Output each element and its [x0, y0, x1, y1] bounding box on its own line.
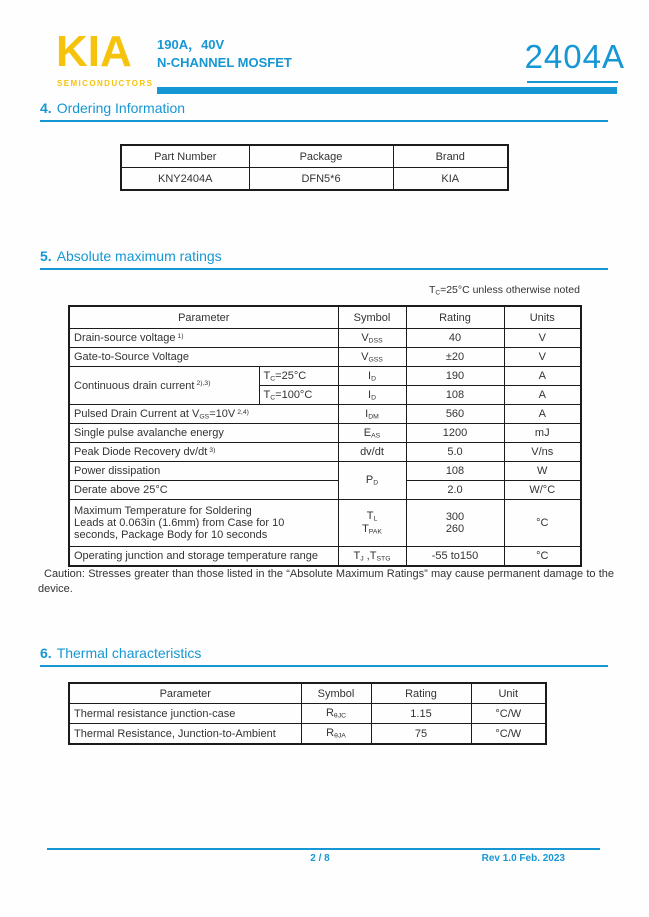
- col-package: Package: [249, 145, 393, 168]
- cell-rating: 40: [406, 329, 504, 348]
- header-thin-rule: [527, 81, 618, 83]
- cell-parameter: Maximum Temperature for Soldering Leads at 0.063in (1.6mm) from Case for 10 seconds, Package Body for 10 seconds: [69, 500, 338, 547]
- table-row-rthjc: [69, 704, 546, 724]
- section-ordering-title: [40, 100, 608, 122]
- cell-unit: °C/W: [471, 724, 546, 745]
- cell-rating: 560: [406, 405, 504, 424]
- footer-rule: [47, 848, 600, 850]
- subtitle-line2: N-CHANNEL MOSFET: [157, 55, 292, 70]
- table-row-eas: [69, 424, 581, 443]
- cell-parameter: Single pulse avalanche energy: [69, 424, 338, 443]
- section-title-text: Absolute maximum ratings: [56, 248, 222, 264]
- cell-parameter: Operating junction and storage temperature range: [69, 547, 338, 567]
- table-row: [121, 168, 508, 191]
- cell-parameter: Continuous drain current $^{2),3)}$: [69, 367, 259, 405]
- cell-units: mJ: [504, 424, 581, 443]
- table-row-pd: [69, 462, 581, 481]
- cell-rating: 2.0: [406, 481, 504, 500]
- page-number: 2 / 8: [310, 853, 330, 864]
- cell-rating: -55 to150: [406, 547, 504, 567]
- table-row-soldering: [69, 500, 581, 547]
- cell-parameter: Derate above 25°C: [69, 481, 338, 500]
- ordering-table: [120, 144, 509, 191]
- conditions-note: [330, 284, 580, 297]
- part-number-title: 2404A: [524, 38, 625, 75]
- thermal-characteristics-table: [68, 682, 547, 745]
- cell-units: W/°C: [504, 481, 581, 500]
- cell-rating: 5.0: [406, 443, 504, 462]
- table-row-vdss: [69, 329, 581, 348]
- cell-rating: 190: [406, 367, 504, 386]
- table-row-rthja: [69, 724, 546, 745]
- cell-parameter: Power dissipation: [69, 462, 338, 481]
- table-row-id-25: [69, 367, 581, 386]
- table-header-row: [69, 306, 581, 329]
- table-header-row: [69, 683, 546, 704]
- cell-units: °C: [504, 500, 581, 547]
- cell-units: A: [504, 405, 581, 424]
- cell-symbol: $E_{AS}$: [338, 424, 406, 443]
- header-thick-rule: [157, 87, 617, 94]
- col-unit: Unit: [471, 683, 546, 704]
- kia-logo: KIA: [56, 27, 132, 76]
- cell-symbol: $I_D$: [338, 386, 406, 405]
- cell-symbol: $V_{DSS}$: [338, 329, 406, 348]
- col-rating: Rating: [406, 306, 504, 329]
- cell-unit: °C/W: [471, 704, 546, 724]
- table-row-vgss: [69, 348, 581, 367]
- cell-units: A: [504, 386, 581, 405]
- cell-units: W: [504, 462, 581, 481]
- cell-symbol: $T_J$ $,T_{STG}$: [338, 547, 406, 567]
- cell-symbol: $I_D$: [338, 367, 406, 386]
- cell-units: V: [504, 329, 581, 348]
- col-symbol: Symbol: [338, 306, 406, 329]
- caution-text: Caution: Stresses greater than those listed in the “Absolute Maximum Ratings” may cause permanent damage to the device.: [38, 568, 614, 595]
- table-row-derate: [69, 481, 581, 500]
- section-abs-max-title: [40, 248, 608, 270]
- section-number: 6.: [40, 645, 52, 661]
- note-rest: =25°C unless otherwise noted: [440, 284, 580, 296]
- cell-parameter: Drain-source voltage $^{1)}$: [69, 329, 338, 348]
- section-title-text: Ordering Information: [56, 100, 186, 116]
- table-row-tj-tstg: [69, 547, 581, 567]
- cell-parameter: Peak Diode Recovery dv/dt $^{3)}$: [69, 443, 338, 462]
- col-brand: Brand: [393, 145, 508, 168]
- cell-units: V: [504, 348, 581, 367]
- section-title-text: Thermal characteristics: [56, 645, 202, 661]
- absolute-maximum-ratings-table: [68, 305, 582, 567]
- logo-subtext: SEMICONDUCTORS: [57, 79, 154, 88]
- cell-units: °C: [504, 547, 581, 567]
- device-subtitle: [157, 36, 292, 72]
- cell-symbol: $R_{\theta JA}$: [301, 724, 371, 745]
- table-header-row: [121, 145, 508, 168]
- cell-rating: 108: [406, 386, 504, 405]
- note-sub: C: [435, 289, 441, 297]
- cell-condition: $T_C=25^\circ C$: [259, 367, 338, 386]
- cell-rating: 1200: [406, 424, 504, 443]
- cell-brand: KIA: [393, 168, 508, 191]
- cell-parameter: Gate-to-Source Voltage: [69, 348, 338, 367]
- cell-symbol: $I_{DM}$: [338, 405, 406, 424]
- cell-parameter: Thermal resistance junction-case: [69, 704, 301, 724]
- section-number: 4.: [40, 100, 52, 116]
- table-row-idm: [69, 405, 581, 424]
- col-units: Units: [504, 306, 581, 329]
- col-parameter: Parameter: [69, 306, 338, 329]
- cell-rating: 1.15: [371, 704, 471, 724]
- cell-symbol: $T_L$ $T_{PAK}$: [338, 500, 406, 547]
- subtitle-line1: 190A，40V: [157, 37, 225, 52]
- cell-symbol: dv/dt: [338, 443, 406, 462]
- cell-condition: $T_C=100^\circ C$: [259, 386, 338, 405]
- note-base: T: [428, 284, 436, 296]
- col-part-number: Part Number: [121, 145, 249, 168]
- table-row-dvdt: [69, 443, 581, 462]
- cell-rating: 108: [406, 462, 504, 481]
- cell-units: V/ns: [504, 443, 581, 462]
- col-rating: Rating: [371, 683, 471, 704]
- cell-part-number: KNY2404A: [121, 168, 249, 191]
- revision-label: Rev 1.0 Feb. 2023: [481, 853, 565, 864]
- cell-parameter: Pulsed Drain Current at $V_{GS}=10V$ $^{2,4)}$: [69, 405, 338, 424]
- cell-symbol: $V_{GSS}$: [338, 348, 406, 367]
- col-symbol: Symbol: [301, 683, 371, 704]
- section-number: 5.: [40, 248, 52, 264]
- cell-rating: ±20: [406, 348, 504, 367]
- cell-symbol: $R_{\theta JC}$: [301, 704, 371, 724]
- section-thermal-title: [40, 645, 608, 667]
- cell-parameter: Thermal Resistance, Junction-to-Ambient: [69, 724, 301, 745]
- cell-package: DFN5*6: [249, 168, 393, 191]
- cell-symbol: $P_D$: [338, 462, 406, 500]
- col-parameter: Parameter: [69, 683, 301, 704]
- cell-rating: 75: [371, 724, 471, 745]
- cell-rating: 300 260: [406, 500, 504, 547]
- cell-units: A: [504, 367, 581, 386]
